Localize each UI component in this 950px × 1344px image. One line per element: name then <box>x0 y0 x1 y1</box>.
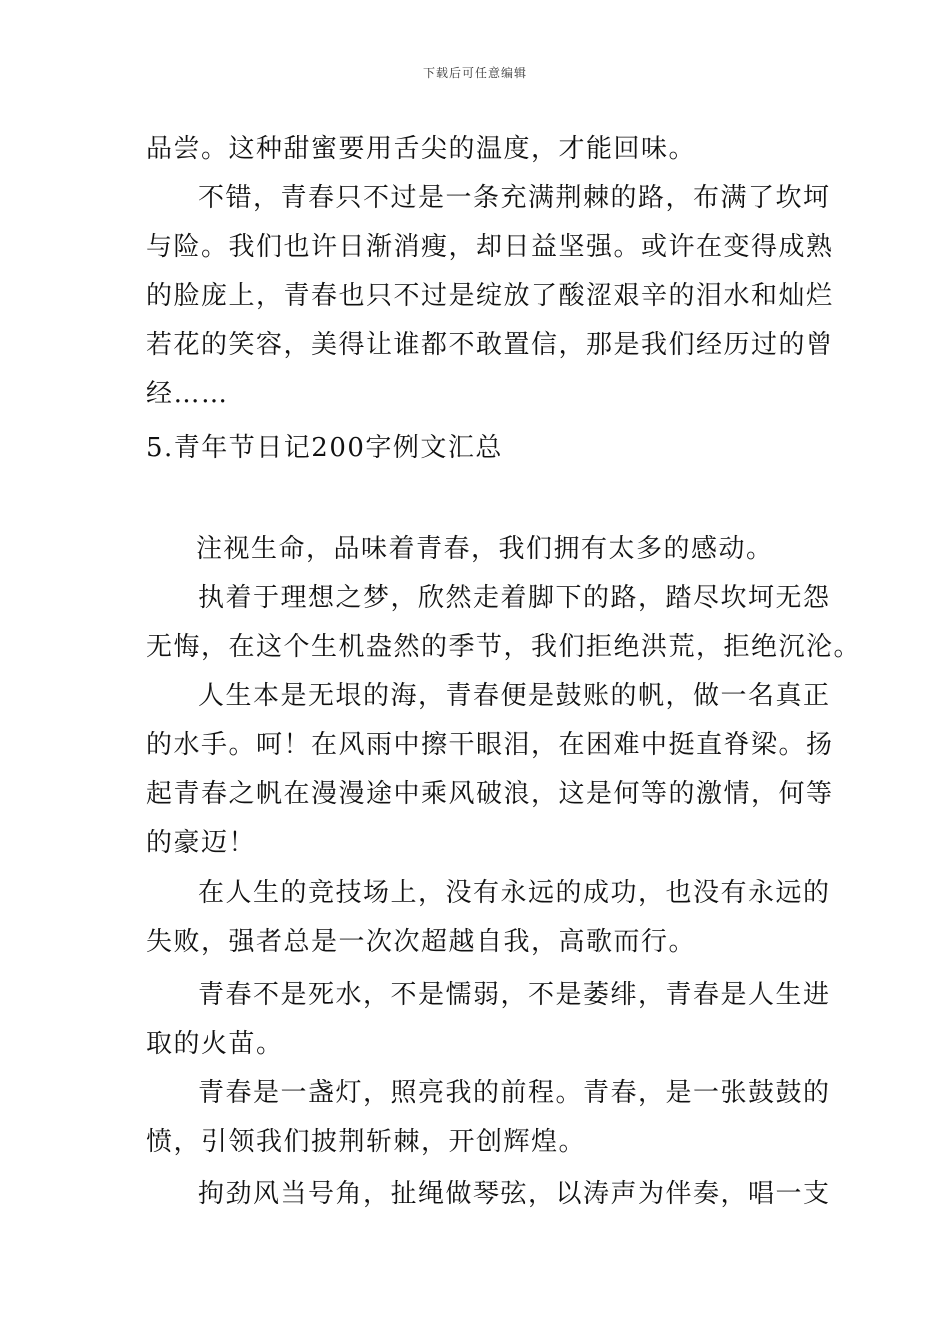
text-line: 的豪迈！ <box>146 828 257 858</box>
text-line: 经…… <box>146 379 229 409</box>
text-line: 注视生命，品味着青春，我们拥有太多的感动。 <box>196 534 774 564</box>
text-line: 无悔，在这个生机盎然的季节，我们拒绝洪荒，拒绝沉沦。 <box>146 632 862 662</box>
text-line: 失败，强者总是一次次超越自我，高歌而行。 <box>146 927 697 957</box>
text-line: 不错，青春只不过是一条充满荆棘的路，布满了坎坷 <box>198 183 831 213</box>
text-line: 起青春之帆在漫漫途中乘风破浪，这是何等的激情，何等 <box>146 779 834 809</box>
text-line: 愤，引领我们披荆斩棘，开创辉煌。 <box>146 1127 587 1157</box>
text-line: 的脸庞上，青春也只不过是绽放了酸涩艰辛的泪水和灿烂 <box>146 281 834 311</box>
text-line: 取的火苗。 <box>146 1029 284 1059</box>
text-line: 拘劲风当号角，扯绳做琴弦，以涛声为伴奏，唱一支 <box>198 1179 831 1209</box>
text-line: 品尝。这种甜蜜要用舌尖的温度，才能回味。 <box>146 134 697 164</box>
text-line: 执着于理想之梦，欣然走着脚下的路，踏尽坎坷无怨 <box>198 583 831 613</box>
text-line: 在人生的竞技场上，没有永远的成功，也没有永远的 <box>198 878 831 908</box>
text-line: 青春是一盏灯，照亮我的前程。青春，是一张鼓鼓的 <box>198 1078 831 1108</box>
header-note: 下载后可任意编辑 <box>422 66 527 80</box>
text-line: 与险。我们也许日渐消瘦，却日益坚强。或许在变得成熟 <box>146 232 834 262</box>
text-line: 青春不是死水，不是懦弱，不是萎绯，青春是人生进 <box>198 980 831 1010</box>
text-line: 若花的笑容，美得让谁都不敢置信，那是我们经历过的曾 <box>146 330 834 360</box>
section-heading: 5.青年节日记200字例文汇总 <box>146 433 503 463</box>
text-line: 的水手。呵！在风雨中擦干眼泪，在困难中挺直脊梁。扬 <box>146 730 834 760</box>
text-line: 人生本是无垠的海，青春便是鼓账的帆，做一名真正 <box>198 681 831 711</box>
